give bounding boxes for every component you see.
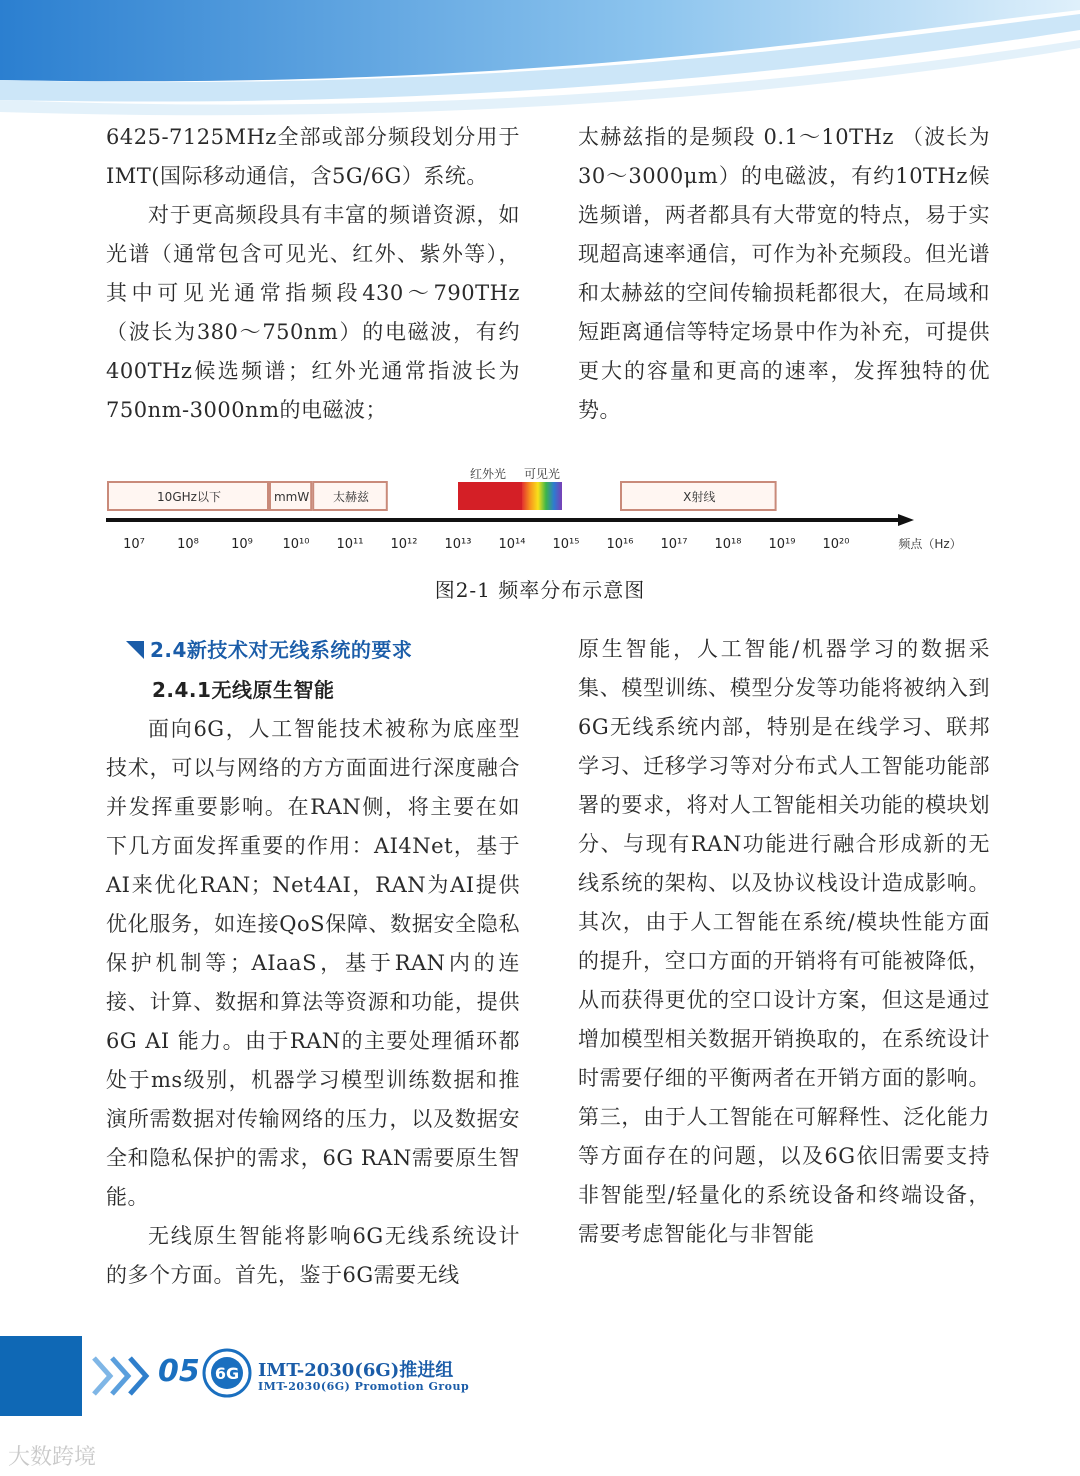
axis-tick-label: 10¹⁷	[660, 537, 688, 552]
axis-arrow	[898, 514, 914, 526]
figure-caption: 图2-1 频率分布示意图	[434, 578, 646, 602]
page-number: 05	[158, 1354, 200, 1389]
svg-text:6G: 6G	[214, 1364, 240, 1383]
axis-tick-label: 10¹⁵	[552, 537, 580, 552]
text-column-top-right	[578, 118, 990, 430]
infrared-band	[458, 482, 522, 510]
paragraph: 无线原生智能将影响6G无线系统设计的多个方面。首先，鉴于6G需要无线	[106, 1224, 520, 1287]
visible-band	[522, 482, 562, 510]
axis-tick-label: 10¹⁹	[768, 537, 796, 552]
org-name-en: IMT-2030(6G) Promotion Group	[258, 1380, 470, 1393]
text-column-top-left	[106, 118, 520, 430]
frequency-band-label: 太赫兹	[332, 490, 370, 504]
axis-tick-label: 10⁹	[231, 537, 253, 552]
axis-tick-label: 10¹⁴	[498, 537, 526, 552]
frequency-band-label: X射线	[683, 490, 716, 504]
paragraph: 原生智能，人工智能/机器学习的数据采集、模型训练、模型分发等功能将被纳入到6G无线系统内部，特别是在线学习、联邦学习、迁移学习等对分布式人工智能功能部署的要求，将对人工智能相关功能的模块划分、与现有RAN功能进行融合形成新的无线系统的架构、以及协议栈设计造成影响。其次，由于人工智能在系统/模块性能方面的提升，空口方面的开销将有可能被降低，从而获得更优的空口设计方案，但这是通过增加模型相关数据开销换取的，在系统设计时需要仔细的平衡两者在开销方面的影响。第三，由于人工智能在可解释性、泛化能力等方面存在的问题，以及6G依旧需要支持非智能型/轻量化的系统设备和终端设备，需要考虑智能化与非智能	[578, 637, 990, 1246]
paragraph: 对于更高频段具有丰富的频谱资源，如光谱（通常包含可见光、红外、紫外等），其中可见光通常指频段430～790THz （波长为380～750nm）的电磁波，有约400THz候选频谱；红外光通常指波长为750nm-3000nm的电磁波；	[106, 203, 520, 422]
axis-label: 频点（Hz）	[898, 537, 962, 551]
visible-label: 可见光	[523, 467, 561, 481]
org-name-cn: IMT-2030(6G)推进组	[258, 1360, 454, 1381]
ticks-group	[123, 537, 849, 552]
paragraph: 太赫兹指的是频段 0.1～10THz （波长为30～3000μm）的电磁波，有约10THz候选频谱，两者都具有大带宽的特点，易于实现超高速率通信，可作为补充频段。但光谱和太赫兹的空间传输损耗都很大，在局域和短距离通信等特定场景中作为补充，可提供更大的容量和更高的速率，发挥独特的优势。	[578, 125, 990, 422]
frequency-band-label: mmW	[273, 490, 310, 504]
section-heading-text: 2.4新技术对无线系统的要求	[150, 638, 413, 662]
paragraph: 6425-7125MHz全部或部分频段划分用于IMT(国际移动通信，含5G/6G）系统。	[106, 125, 520, 188]
subsection-heading: 2.4.1无线原生智能	[152, 678, 335, 702]
axis-tick-label: 10¹⁸	[714, 537, 742, 552]
axis-tick-label: 10¹³	[444, 537, 472, 552]
axis-tick-label: 10¹⁰	[282, 537, 310, 552]
header-wave-decoration	[0, 0, 1080, 120]
axis-tick-label: 10⁷	[123, 537, 145, 552]
frequency-distribution-figure	[100, 462, 980, 562]
paragraph: 面向6G，人工智能技术被称为底座型技术，可以与网络的方方面面进行深度融合并发挥重要影响。在RAN侧，将主要在如下几方面发挥重要的作用：AI4Net，基于AI来优化RAN；Net4AI，RAN为AI提供优化服务，如连接QoS保障、数据安全隐私保护机制等；AIaaS，基于RAN内的连接、计算、数据和算法等资源和功能，提供6G AI 能力。由于RAN的主要处理循环都处于ms级别，机器学习模型训练数据和推演所需数据对传输网络的压力，以及数据安全和隐私保护的需求，6G RAN需要原生智能。	[106, 717, 520, 1209]
footer-bar	[0, 1336, 82, 1416]
section-heading	[106, 630, 520, 670]
text-column-bottom-right	[578, 630, 990, 1254]
watermark: 大数跨境	[8, 1445, 97, 1470]
triangle-marker-icon	[126, 641, 144, 659]
text-column-bottom-left	[106, 630, 520, 1295]
chevrons-icon	[90, 1354, 156, 1398]
bands-group	[108, 482, 776, 510]
axis-tick-label: 10¹⁶	[606, 537, 634, 552]
axis-tick-label: 10¹²	[390, 537, 418, 552]
infrared-label: 红外光	[469, 467, 507, 481]
axis-tick-label: 10⁸	[177, 537, 199, 552]
page-footer	[0, 1336, 1080, 1416]
imt2030-logo-icon	[202, 1348, 252, 1398]
axis-tick-label: 10¹¹	[336, 537, 364, 552]
frequency-band-label: 10GHz以下	[157, 490, 221, 504]
axis-tick-label: 10²⁰	[822, 537, 850, 552]
